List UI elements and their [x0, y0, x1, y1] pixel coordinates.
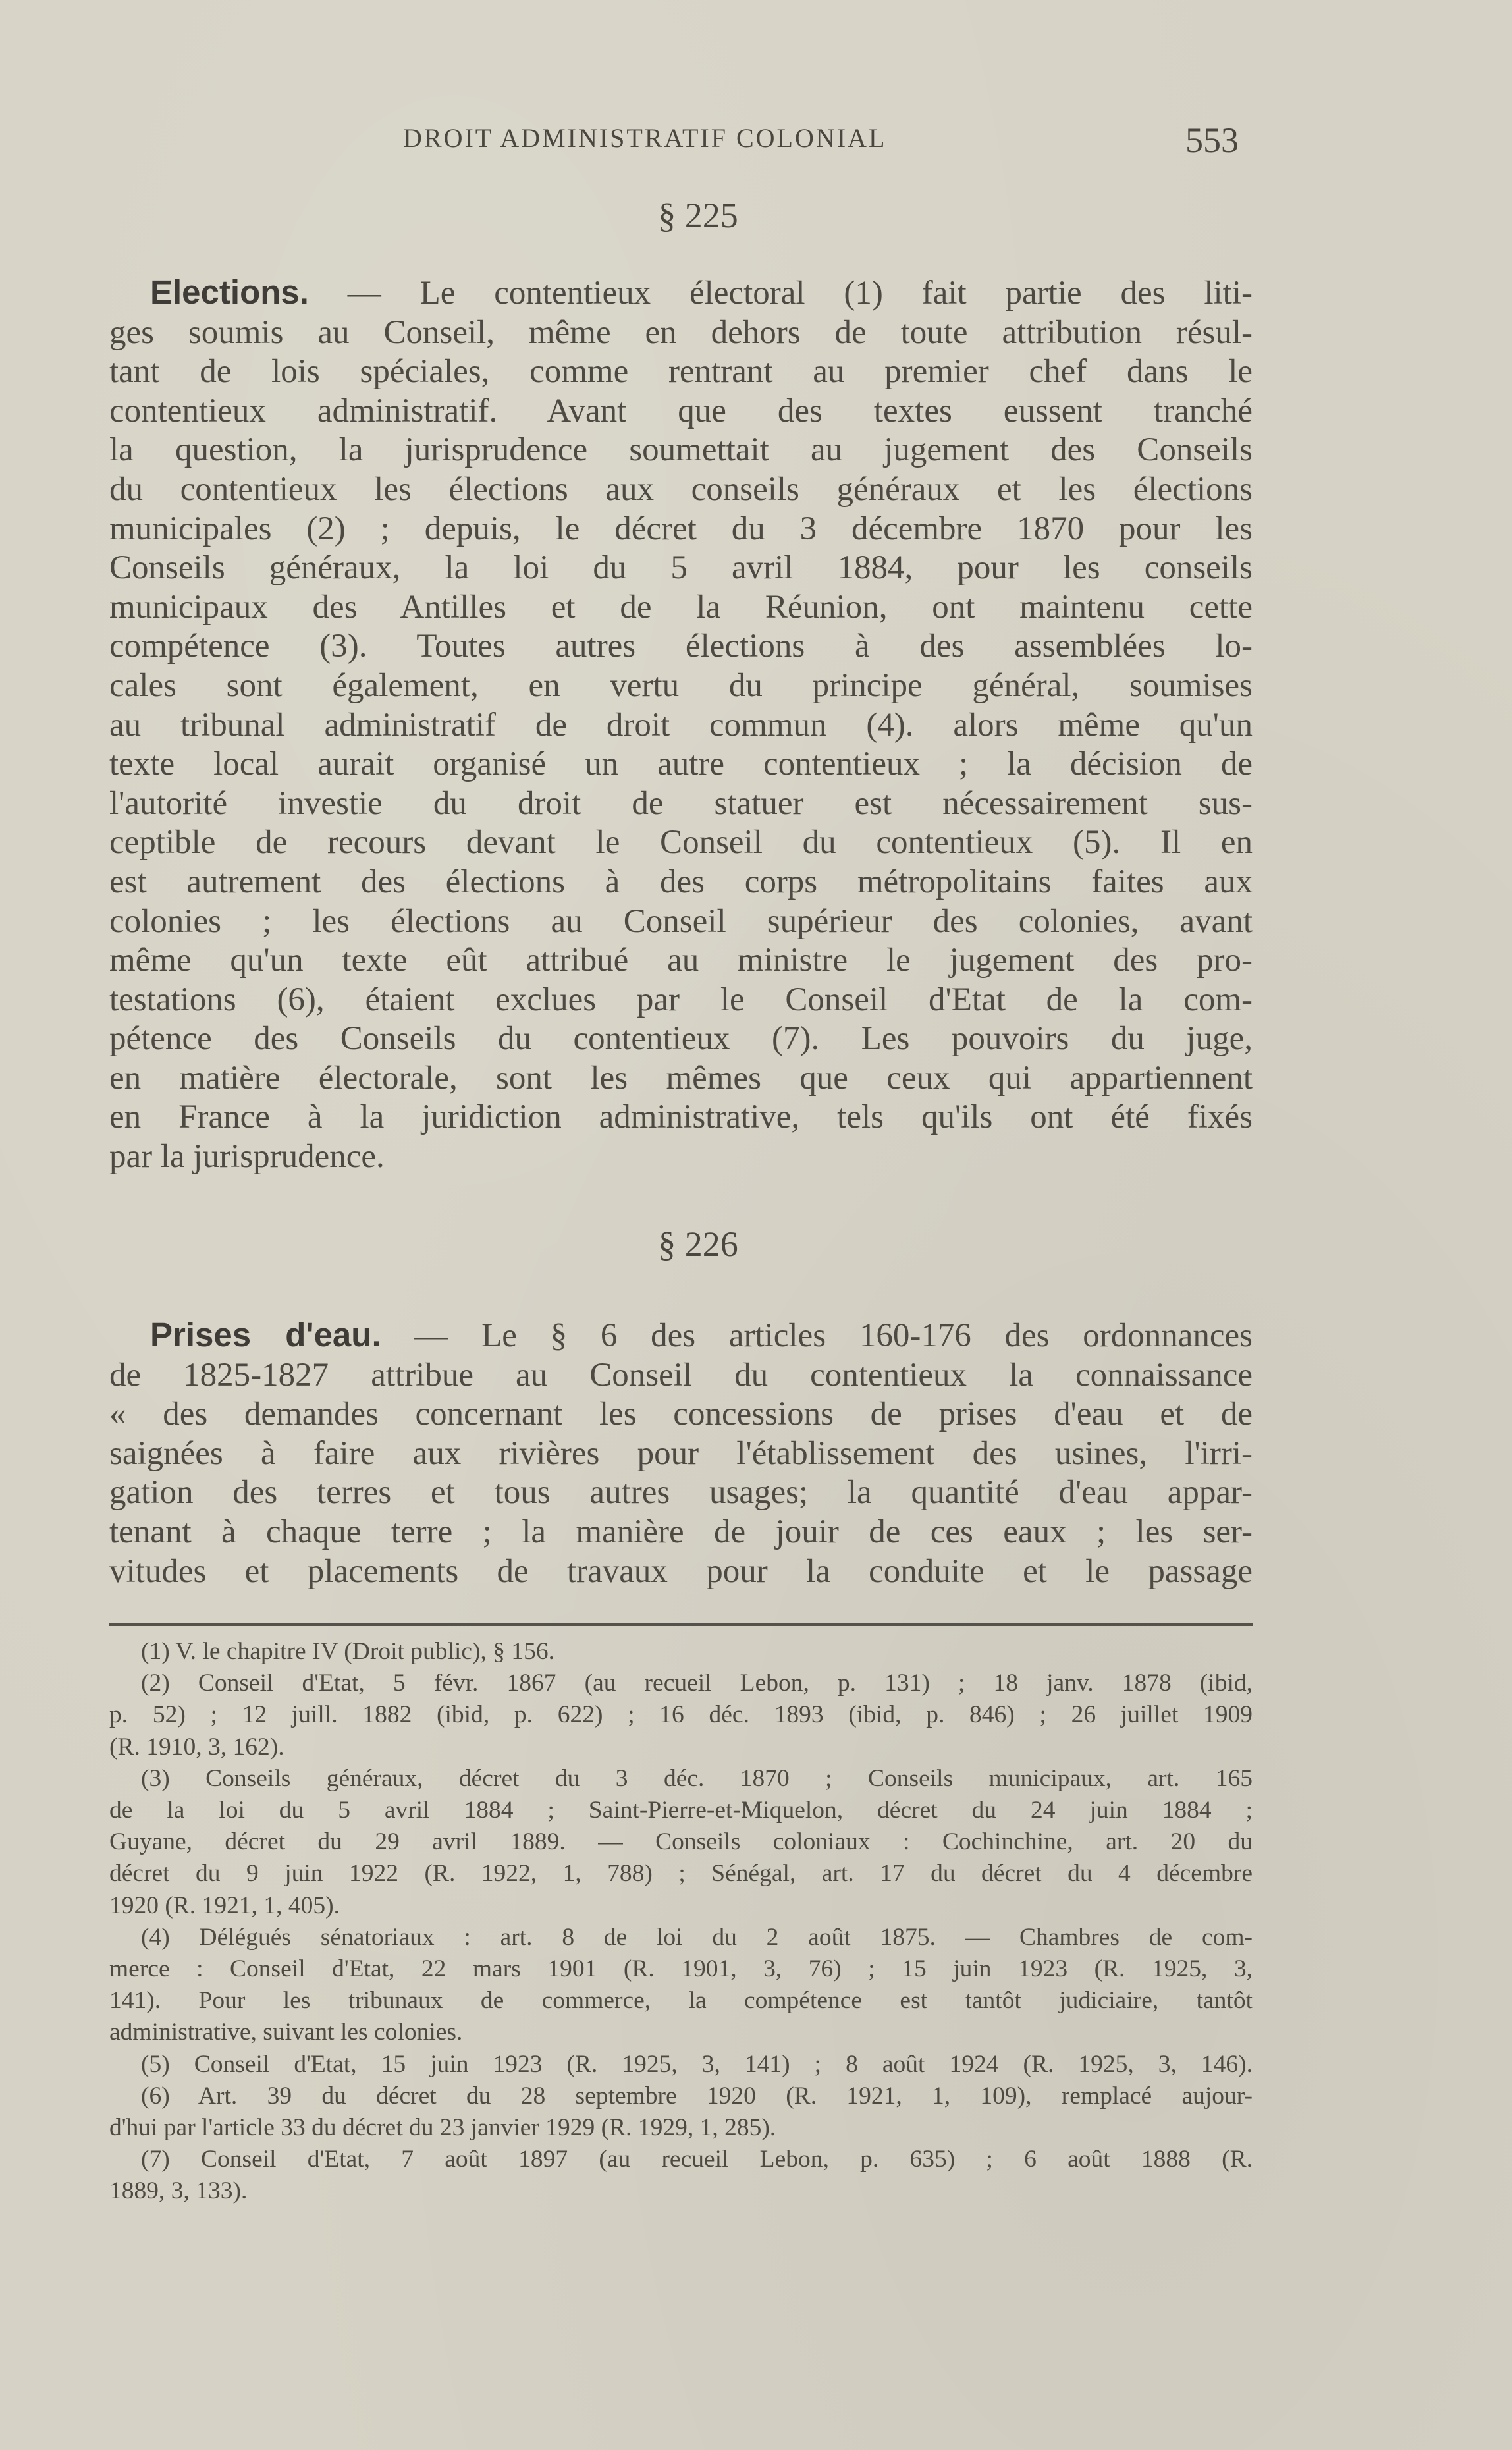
- footnote-line: d'hui par l'article 33 du décret du 23 janvier 1929 (R. 1929, 1, 285).: [109, 2114, 776, 2142]
- text-line: testations (6), étaient exclues par le Conseil d'Etat de la com-: [109, 981, 1253, 1018]
- section-225-text: [109, 273, 1253, 1177]
- text-line: même qu'un texte eût attribué au ministre le jugement des pro-: [109, 942, 1253, 979]
- text-line: tenant à chaque terre ; la manière de jouir de ces eaux ; les ser-: [109, 1513, 1253, 1550]
- text-line: par la jurisprudence.: [109, 1138, 385, 1176]
- text-line: est autrement des élections à des corps métropolitains faites aux: [109, 863, 1253, 900]
- footnote-3: (3) Conseils généraux, décret du 3 déc. 1870 ; Conseils municipaux, art. 165: [141, 1764, 1253, 1792]
- text-line: municipaux des Antilles et de la Réunion, ont maintenu cette: [109, 588, 1253, 626]
- section-heading-225: § 225: [658, 196, 738, 235]
- text-line: « des demandes concernant les concessions de prises d'eau et de: [109, 1396, 1253, 1433]
- footnote-line: 141). Pour les tribunaux de commerce, la compétence est tantôt judiciaire, tantôt: [109, 1987, 1253, 2015]
- text-line: cales sont également, en vertu du principe général, soumises: [109, 667, 1253, 704]
- text-line: Conseils généraux, la loi du 5 avril 1884, pour les conseils: [109, 549, 1253, 587]
- footnote-7: (7) Conseil d'Etat, 7 août 1897 (au recueil Lebon, p. 635) ; 6 août 1888 (R.: [141, 2146, 1253, 2173]
- text-line: au tribunal administratif de droit commun (4). alors même qu'un: [109, 706, 1253, 744]
- footnotes: [109, 1636, 1253, 2208]
- footnote-2: (2) Conseil d'Etat, 5 févr. 1867 (au recueil Lebon, p. 131) ; 18 janv. 1878 (ibid,: [141, 1670, 1253, 1697]
- footnote-5: (5) Conseil d'Etat, 15 juin 1923 (R. 1925, 3, 141) ; 8 août 1924 (R. 1925, 3, 146).: [141, 2050, 1253, 2078]
- text-line: la question, la jurisprudence soumettait au jugement des Conseils: [109, 431, 1253, 469]
- text-line: contentieux administratif. Avant que des textes eussent tranché: [109, 392, 1253, 429]
- footnote-line: administrative, suivant les colonies.: [109, 2019, 463, 2046]
- running-title: DROIT ADMINISTRATIF COLONIAL: [403, 123, 887, 153]
- text-line: vitudes et placements de travaux pour la conduite et le passage: [109, 1552, 1253, 1590]
- footnote-divider: [109, 1623, 1253, 1626]
- footnote-line: de la loi du 5 avril 1884 ; Saint-Pierre-et-Miquelon, décret du 24 juin 1884 ;: [109, 1797, 1253, 1824]
- footnote-line: 1920 (R. 1921, 1, 405).: [109, 1892, 340, 1919]
- text-line: Elections. — Le contentieux électoral (1) fait partie des liti-: [150, 273, 1253, 312]
- text-line: Prises d'eau. — Le § 6 des articles 160-176 des ordonnances: [150, 1316, 1253, 1354]
- footnote-line: Guyane, décret du 29 avril 1889. — Conseils coloniaux : Cochinchine, art. 20 du: [109, 1828, 1253, 1856]
- footnote-line: 1889, 3, 133).: [109, 2177, 248, 2205]
- footnote-1: (1) V. le chapitre IV (Droit public), § 156.: [141, 1638, 554, 1665]
- footnote-line: p. 52) ; 12 juill. 1882 (ibid, p. 622) ; 16 déc. 1893 (ibid, p. 846) ; 26 juillet 1909: [109, 1701, 1253, 1729]
- page-number: 553: [1185, 121, 1239, 160]
- run-in-heading-prises-d-eau: Prises d'eau.: [150, 1316, 381, 1353]
- text-line: de 1825-1827 attribue au Conseil du contentieux la connaissance: [109, 1356, 1253, 1394]
- text-line: ceptible de recours devant le Conseil du contentieux (5). Il en: [109, 824, 1253, 861]
- text-line: du contentieux les élections aux conseils généraux et les élections: [109, 470, 1253, 508]
- text-line: en matière électorale, sont les mêmes que ceux qui appartiennent: [109, 1059, 1253, 1097]
- footnote-line: merce : Conseil d'Etat, 22 mars 1901 (R. 1901, 3, 76) ; 15 juin 1923 (R. 1925, 3,: [109, 1955, 1253, 1983]
- text-line: saignées à faire aux rivières pour l'établissement des usines, l'irri-: [109, 1434, 1253, 1472]
- footnote-line: (R. 1910, 3, 162).: [109, 1733, 284, 1760]
- text-line: en France à la juridiction administrative, tels qu'ils ont été fixés: [109, 1099, 1253, 1136]
- footnote-line: décret du 9 juin 1922 (R. 1922, 1, 788) ; Sénégal, art. 17 du décret du 4 décembre: [109, 1860, 1253, 1888]
- footnote-4: (4) Délégués sénatoriaux : art. 8 de loi du 2 août 1875. — Chambres de com-: [141, 1923, 1253, 1951]
- text-line: tant de lois spéciales, comme rentrant au premier chef dans le: [109, 353, 1253, 391]
- section-226-text: [109, 1315, 1253, 1591]
- text-line: compétence (3). Toutes autres élections à des assemblées lo-: [109, 628, 1253, 665]
- text-line: colonies ; les élections au Conseil supérieur des colonies, avant: [109, 902, 1253, 940]
- footnote-6: (6) Art. 39 du décret du 28 septembre 1920 (R. 1921, 1, 109), remplacé aujour-: [141, 2082, 1253, 2110]
- section-heading-226: § 226: [658, 1224, 738, 1264]
- text-line: ges soumis au Conseil, même en dehors de toute attribution résul-: [109, 313, 1253, 351]
- text-line: pétence des Conseils du contentieux (7). Les pouvoirs du juge,: [109, 1020, 1253, 1058]
- text-line: gation des terres et tous autres usages; la quantité d'eau appar-: [109, 1474, 1253, 1511]
- text-line: texte local aurait organisé un autre contentieux ; la décision de: [109, 746, 1253, 783]
- run-in-heading-elections: Elections.: [150, 273, 309, 311]
- text-line: l'autorité investie du droit de statuer est nécessairement sus-: [109, 784, 1253, 822]
- text-line: municipales (2) ; depuis, le décret du 3 décembre 1870 pour les: [109, 510, 1253, 547]
